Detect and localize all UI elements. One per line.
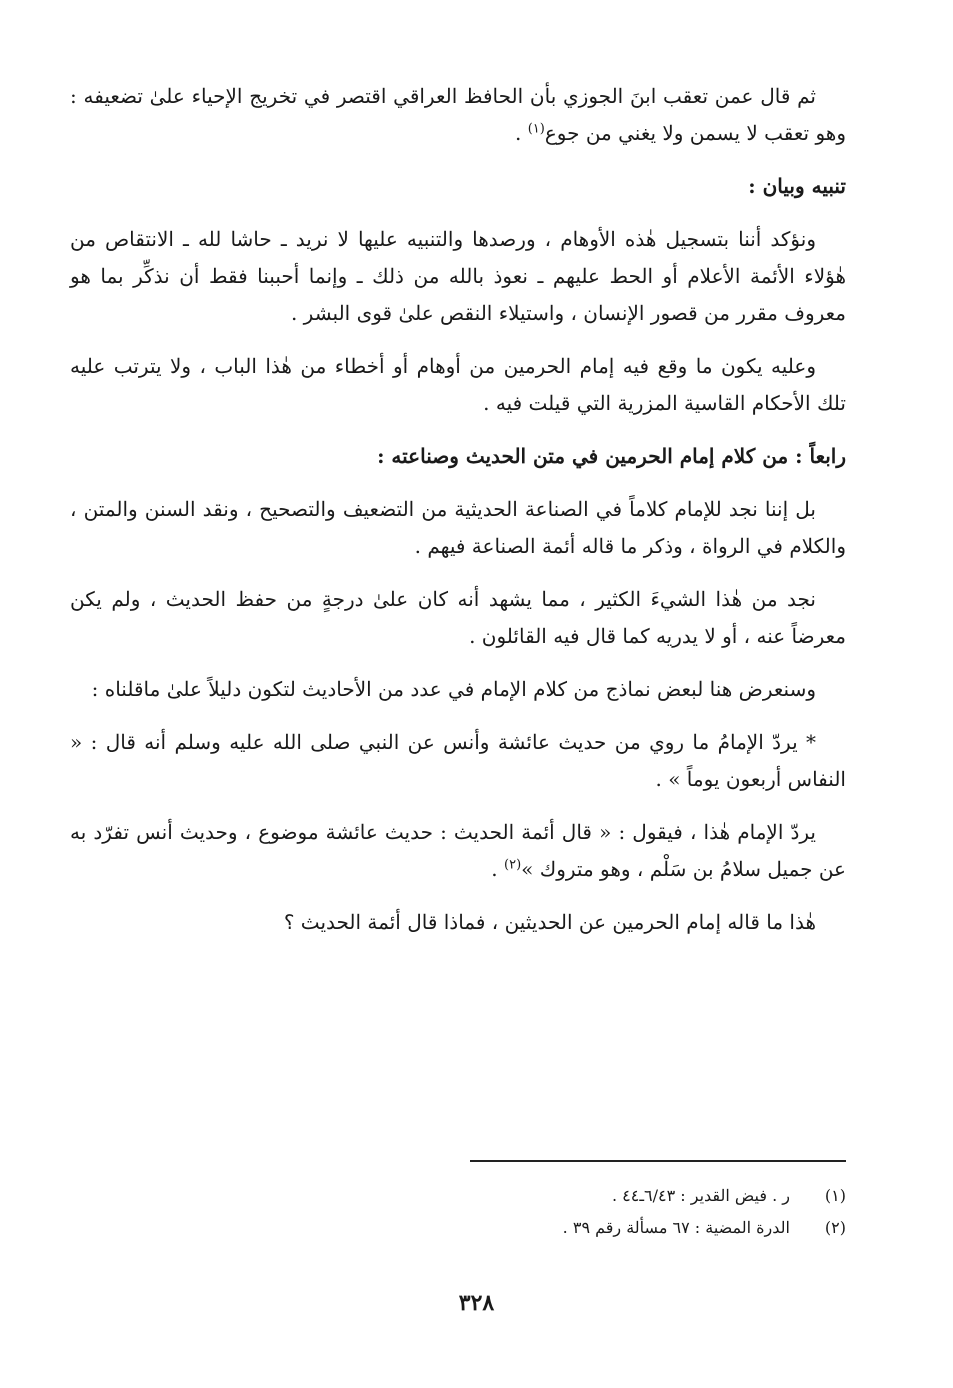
paragraph-8-text: يردّ الإمام هٰذا ، فيقول : « قال أئمة الحديث : حديث عائشة موضوع ، وحديث أنس تفرّد به عن جميل سلامُ بن سَلْم ، وهو متروك » bbox=[70, 820, 846, 881]
paragraph-5: نجد من هٰذا الشيءَ الكثير ، مما يشهد أنه كان علىٰ درجةٍ من حفظ الحديث ، ولم يكن معرضاً عنه ، أو لا يدريه كما قال فيه القائلون . bbox=[70, 587, 846, 648]
paragraph-8-end: . bbox=[491, 857, 505, 881]
footnotes bbox=[470, 1160, 846, 1244]
footnote-2 bbox=[470, 1212, 846, 1244]
paragraph-9: هٰذا ما قاله إمام الحرمين عن الحديثين ، فماذا قال أئمة الحديث ؟ bbox=[283, 910, 816, 934]
footnote-2-number: (٢) bbox=[824, 1218, 846, 1237]
paragraph-6: وسنعرض هنا لبعض نماذج من كلام الإمام في عدد من الأحاديث لتكون دليلاً علىٰ ماقلناه : bbox=[91, 677, 816, 701]
paragraph-3: وعليه يكون ما وقع فيه إمام الحرمين من أوهام أو أخطاء من هٰذا الباب ، ولا يترتب عليه تلك الأحكام القاسية المزرية التي قيلت فيه . bbox=[70, 354, 846, 415]
footnote-1-number: (١) bbox=[824, 1186, 846, 1205]
heading-rabian: رابعاً : من كلام إمام الحرمين في متن الحديث وصناعته : bbox=[377, 444, 846, 468]
footnote-ref-1[interactable]: (١) bbox=[527, 121, 545, 137]
paragraph-8 bbox=[70, 814, 846, 888]
paragraph-7: * يردّ الإمامُ ما روي من حديث عائشة وأنس عن النبي صلى الله عليه وسلم أنه قال : « النفاس أربعون يوماً » . bbox=[70, 730, 846, 791]
page-number: ٣٢٨ bbox=[458, 1290, 495, 1316]
footnote-1 bbox=[470, 1180, 846, 1212]
paragraph-1-text: ثم قال عمن تعقب ابنَ الجوزي بأن الحافظ العراقي اقتصر في تخريج الإحياء علىٰ تضعيفه : وهو تعقب لا يسمن ولا يغني من جوع bbox=[70, 84, 846, 145]
heading-tanbih: تنبيه وبيان : bbox=[748, 174, 846, 198]
footnote-separator bbox=[470, 1160, 846, 1162]
page-body bbox=[70, 78, 846, 957]
paragraph-4: بل إننا نجد للإمام كلاماً في الصناعة الحديثية من التضعيف والتصحيح ، ونقد السنن والمتن ، والكلام في الرواة ، وذكر ما قاله أئمة الصناعة فيهم . bbox=[70, 497, 846, 558]
footnote-ref-2[interactable]: (٢) bbox=[504, 857, 522, 873]
footnote-1-text: ر . فيض القدير : ٦/٤٣ـ٤٤ . bbox=[611, 1186, 790, 1205]
paragraph-1-end: . bbox=[514, 121, 528, 145]
paragraph-2: ونؤكد أننا بتسجيل هٰذه الأوهام ، ورصدها والتنبيه عليها لا نريد ـ حاشا لله ـ الانتقاص من هٰؤلاء الأئمة الأعلام أو الحط عليهم ـ نعوذ بالله من ذلك ـ وإنما أحببنا فقط أن نذكِّر بما هو معروف مقرر من قصور الإنسان ، واستيلاء النقص علىٰ قوى البشر . bbox=[70, 227, 846, 325]
footnote-2-text: الدرة المضية : ٦٧ مسألة رقم ٣٩ . bbox=[562, 1218, 790, 1237]
paragraph-1 bbox=[70, 78, 846, 152]
